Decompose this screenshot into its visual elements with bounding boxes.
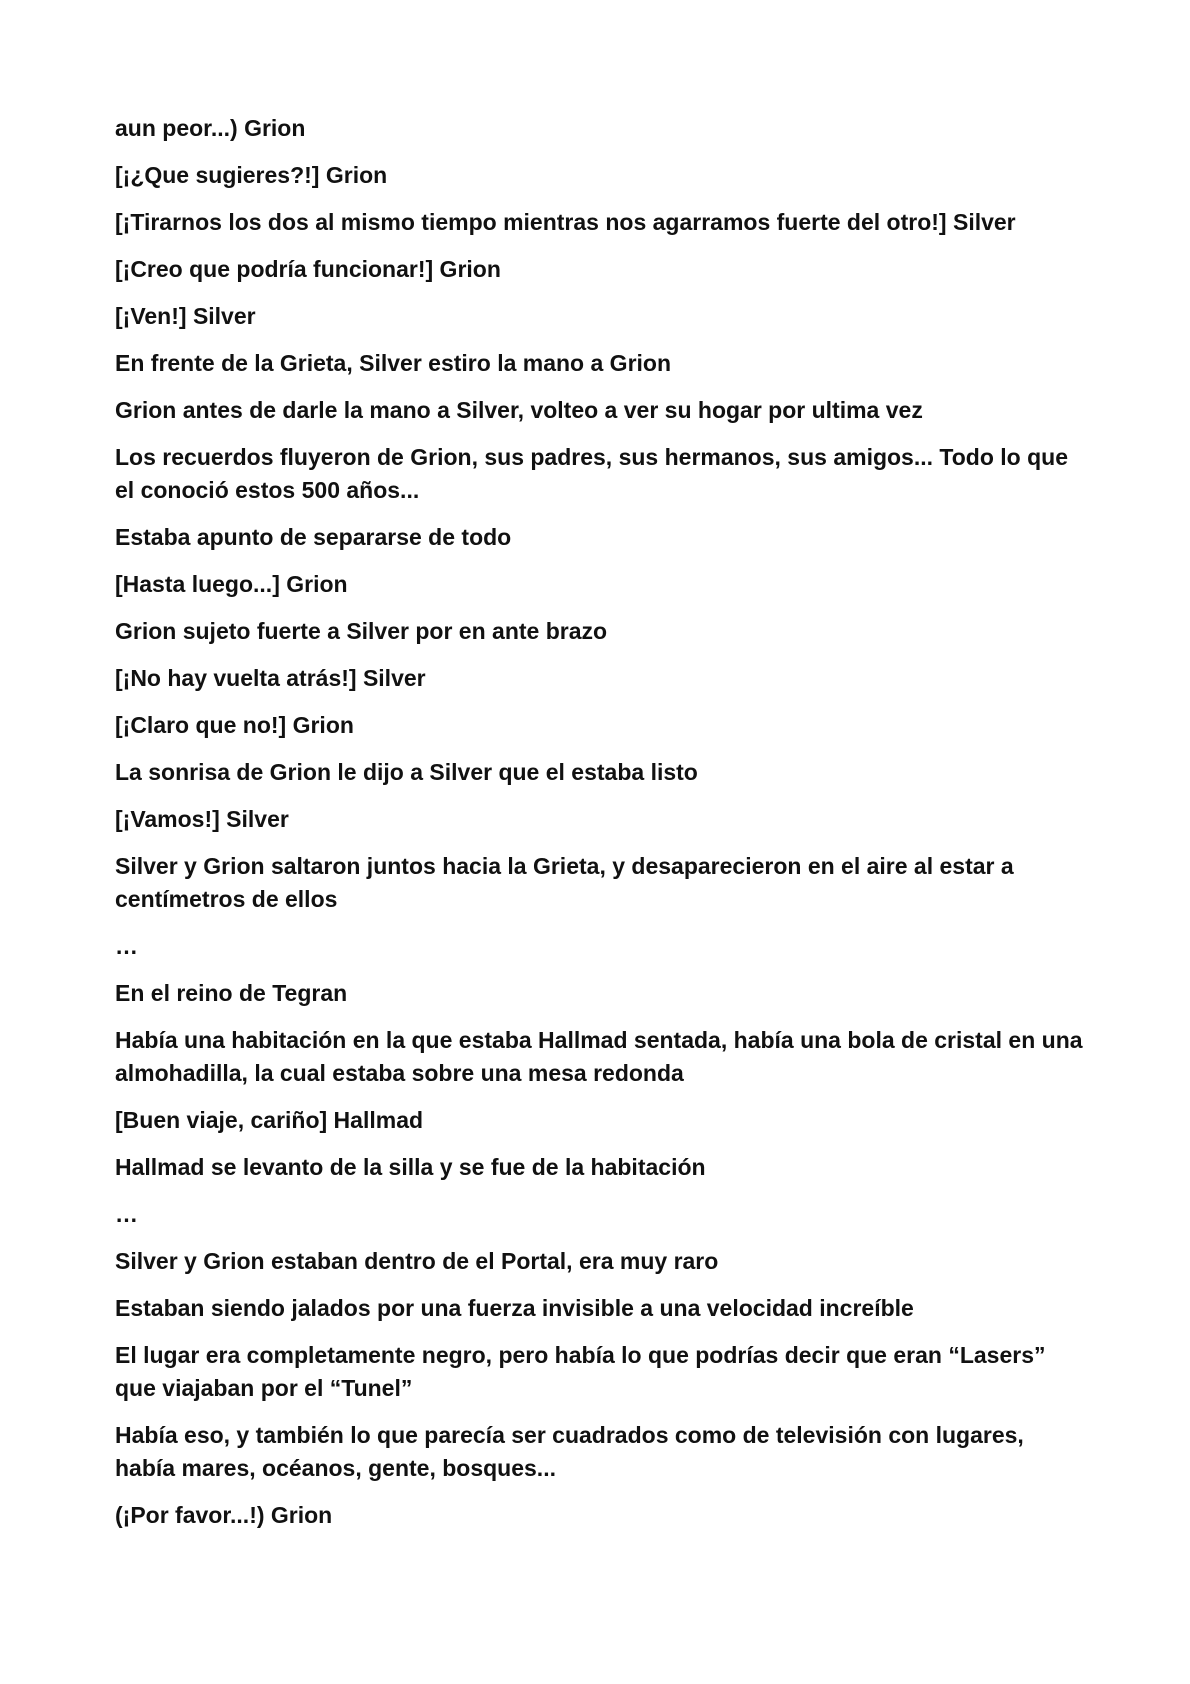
scene-break: … xyxy=(115,933,138,959)
paragraph: La sonrisa de Grion le dijo a Silver que el estaba listo xyxy=(115,759,698,785)
paragraph: El lugar era completamente negro, pero había lo que podrías decir que eran “Lasers” que viajaban por el “Tunel” xyxy=(115,1342,1046,1401)
paragraph: [Buen viaje, cariño] Hallmad xyxy=(115,1107,424,1133)
scene-break: … xyxy=(115,1201,138,1227)
paragraph: Los recuerdos fluyeron de Grion, sus padres, sus hermanos, sus amigos... Todo lo que el conoció estos 500 años... xyxy=(115,444,1069,503)
paragraph: [¡No hay vuelta atrás!] Silver xyxy=(115,665,426,691)
paragraph: En frente de la Grieta, Silver estiro la mano a Grion xyxy=(115,350,672,376)
paragraph: Estaban siendo jalados por una fuerza invisible a una velocidad increíble xyxy=(115,1295,914,1321)
paragraph: (¡Por favor...!) Grion xyxy=(115,1502,333,1528)
paragraph: [¡Claro que no!] Grion xyxy=(115,712,354,738)
paragraph: Silver y Grion saltaron juntos hacia la Grieta, y desaparecieron en el aire al estar a centímetros de ellos xyxy=(115,853,1014,912)
story-text xyxy=(115,112,1090,1546)
paragraph: [¡Creo que podría funcionar!] Grion xyxy=(115,256,501,282)
paragraph: Grion antes de darle la mano a Silver, volteo a ver su hogar por ultima vez xyxy=(115,397,923,423)
paragraph: Grion sujeto fuerte a Silver por en ante brazo xyxy=(115,618,608,644)
paragraph: [¡Tirarnos los dos al mismo tiempo mientras nos agarramos fuerte del otro!] Silver xyxy=(115,209,1016,235)
paragraph: En el reino de Tegran xyxy=(115,980,348,1006)
paragraph: [Hasta luego...] Grion xyxy=(115,571,348,597)
paragraph: Estaba apunto de separarse de todo xyxy=(115,524,512,550)
paragraph: aun peor...) Grion xyxy=(115,115,306,141)
paragraph: Silver y Grion estaban dentro de el Portal, era muy raro xyxy=(115,1248,719,1274)
paragraph: Había eso, y también lo que parecía ser cuadrados como de televisión con lugares, había mares, océanos, gente, bosques... xyxy=(115,1422,1024,1481)
paragraph: Había una habitación en la que estaba Hallmad sentada, había una bola de cristal en una almohadilla, la cual estaba sobre una mesa redonda xyxy=(115,1027,1083,1086)
paragraph: [¡Vamos!] Silver xyxy=(115,806,289,832)
paragraph: [¡Ven!] Silver xyxy=(115,303,256,329)
paragraph: [¡¿Que sugieres?!] Grion xyxy=(115,162,388,188)
paragraph: Hallmad se levanto de la silla y se fue de la habitación xyxy=(115,1154,706,1180)
